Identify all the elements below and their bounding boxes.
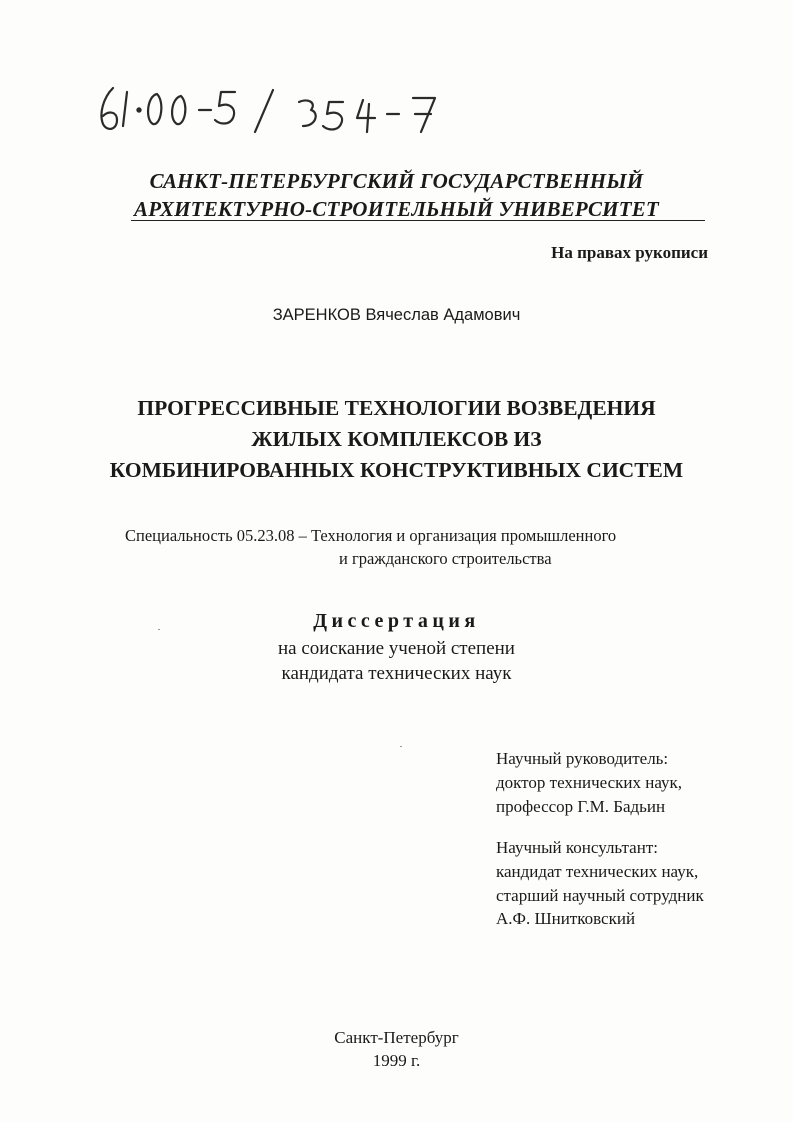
supervisor-label: Научный руководитель: — [496, 749, 669, 768]
university-underline — [131, 220, 705, 221]
scan-speck — [400, 746, 402, 747]
dissertation-heading: Диссертация — [313, 610, 480, 632]
city: Санкт-Петербург — [334, 1028, 459, 1047]
handwriting-signature — [95, 80, 455, 150]
university-name-line2: АРХИТЕКТУРНО-СТРОИТЕЛЬНЫЙ УНИВЕРСИТЕТ — [134, 197, 659, 221]
consultant-degree: кандидат технических наук, — [496, 862, 699, 881]
year: 1999 г. — [372, 1051, 421, 1070]
consultant-name: А.Ф. Шнитковский — [496, 909, 636, 928]
supervisor-degree: доктор технических наук, — [496, 773, 683, 792]
university-name-line1: САНКТ-ПЕТЕРБУРГСКИЙ ГОСУДАРСТВЕННЫЙ — [149, 169, 644, 193]
handwritten-archive-code — [95, 80, 455, 150]
thesis-title-line3: КОМБИНИРОВАННЫХ КОНСТРУКТИВНЫХ СИСТЕМ — [109, 458, 684, 482]
thesis-title-line2: ЖИЛЫХ КОМПЛЕКСОВ ИЗ — [251, 427, 542, 451]
degree-line2: кандидата технических наук — [281, 663, 512, 684]
consultant-position: старший научный сотрудник — [496, 886, 704, 905]
degree-line1: на соискание ученой степени — [278, 638, 515, 659]
scan-speck — [158, 629, 160, 630]
consultant-label: Научный консультант: — [496, 838, 658, 857]
rights-note: На правах рукописи — [551, 243, 708, 262]
author-name: ЗАРЕНКОВ Вячеслав Адамович — [272, 306, 521, 324]
supervisor-name: профессор Г.М. Бадьин — [496, 797, 666, 816]
speciality-line2: и гражданского строительства — [339, 549, 552, 568]
speciality-line1: Специальность 05.23.08 – Технология и организация промышленного — [125, 526, 617, 545]
thesis-title-line1: ПРОГРЕССИВНЫЕ ТЕХНОЛОГИИ ВОЗВЕДЕНИЯ — [137, 396, 656, 420]
